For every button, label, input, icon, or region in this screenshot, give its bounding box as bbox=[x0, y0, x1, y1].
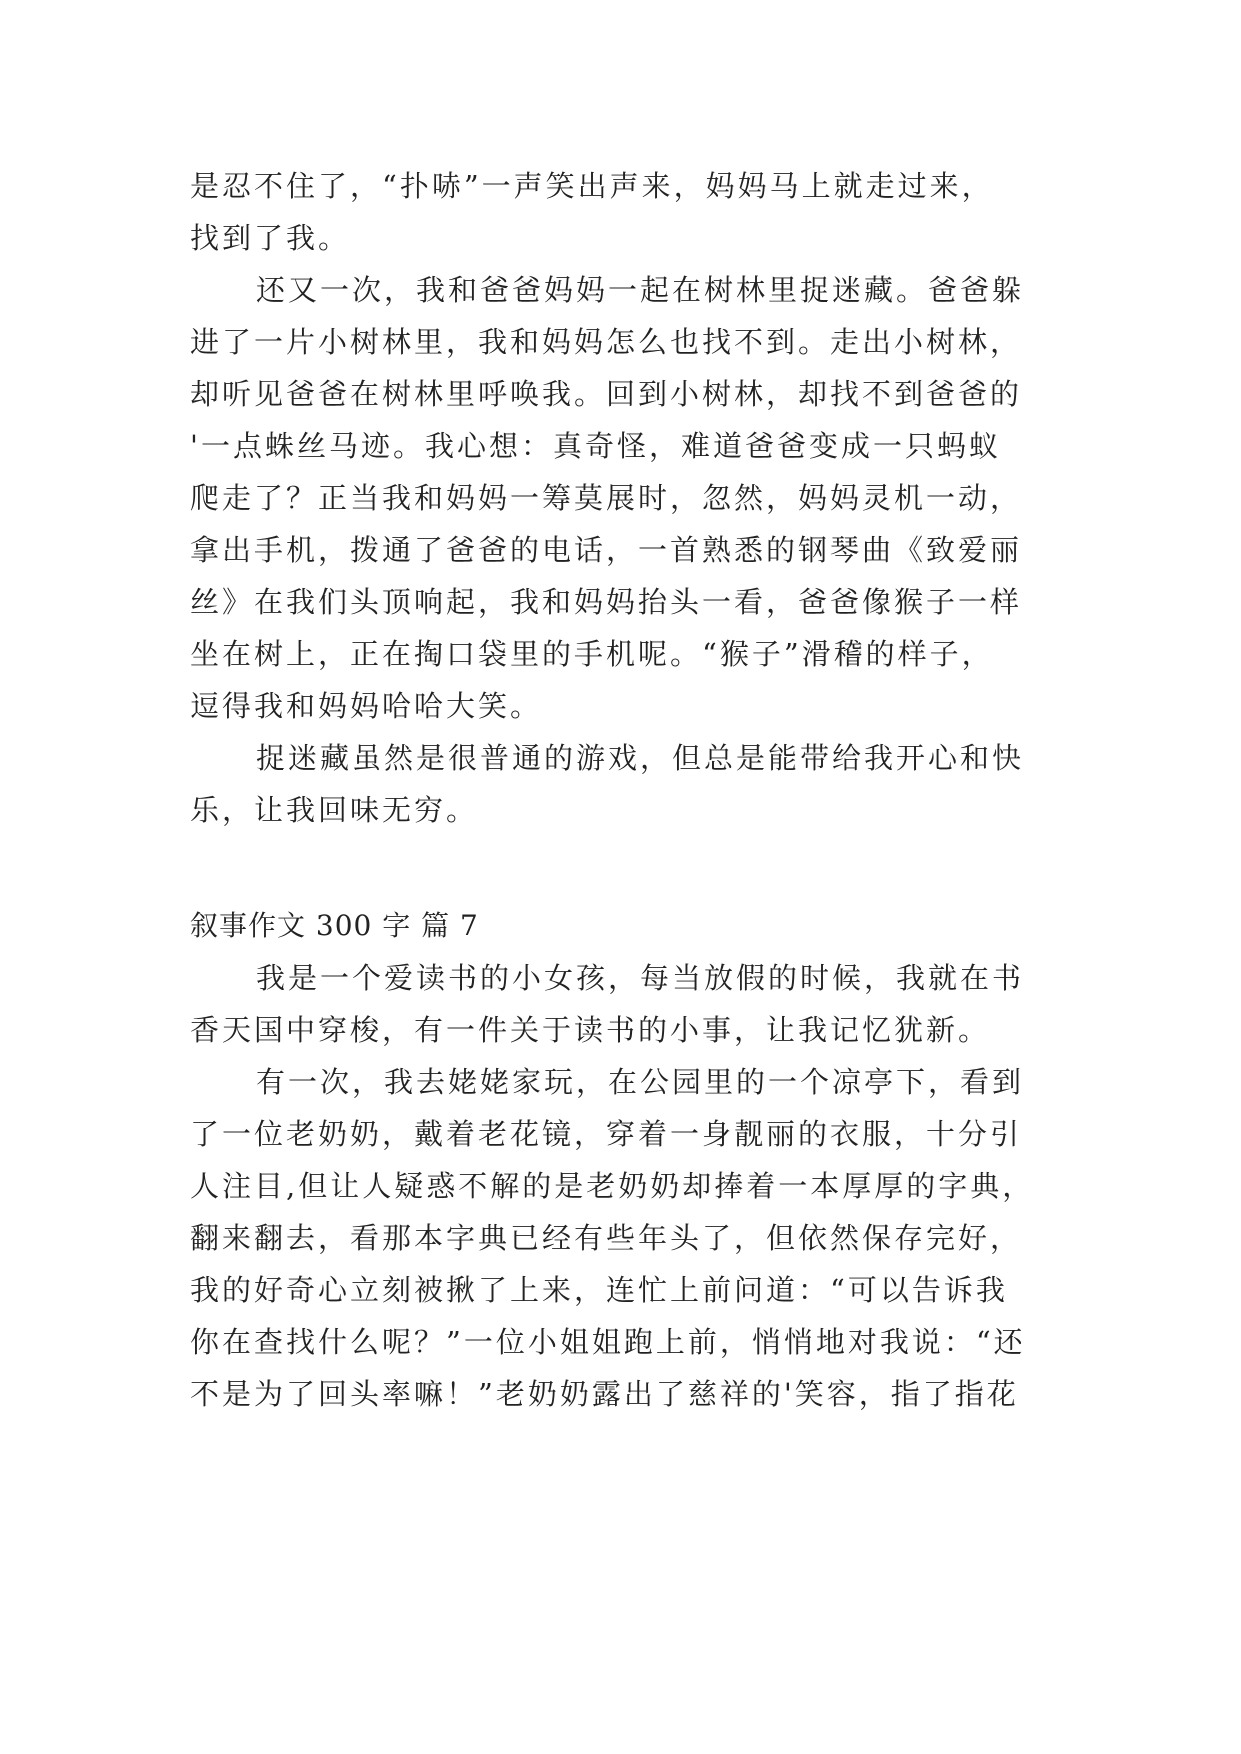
text-line: 捉迷藏虽然是很普通的游戏，但总是能带给我开心和快 bbox=[256, 741, 1025, 775]
text-line: 香天国中穿梭，有一件关于读书的小事，让我记忆犹新。 bbox=[190, 1013, 991, 1047]
text-line: 是忍不住了，“扑哧”一声笑出声来，妈妈马上就走过来， bbox=[190, 169, 994, 203]
paragraph bbox=[190, 160, 1060, 264]
text-line: 却听见爸爸在树林里呼唤我。回到小树林，却找不到爸爸的 bbox=[190, 377, 1023, 411]
text-line: 丝》在我们头顶响起，我和妈妈抬头一看，爸爸像猴子一样 bbox=[190, 585, 1023, 619]
text-line: 不是为了回头率嘛！”老奶奶露出了慈祥的'笑容，指了指花 bbox=[190, 1377, 1019, 1411]
section-heading: 叙事作文 300 字 篇 7 bbox=[190, 909, 479, 942]
document-body bbox=[190, 160, 1060, 1420]
text-line: 进了一片小树林里，我和妈妈怎么也找不到。走出小树林， bbox=[190, 325, 1023, 359]
text-line: 我的好奇心立刻被揪了上来，连忙上前问道：“可以告诉我 bbox=[190, 1273, 1008, 1307]
text-line: 乐，让我回味无穷。 bbox=[190, 793, 479, 827]
text-line: 人注目,但让人疑惑不解的是老奶奶却捧着一本厚厚的字典， bbox=[190, 1169, 1035, 1203]
text-line: 坐在树上，正在掏口袋里的手机呢。“猴子”滑稽的样子， bbox=[190, 637, 994, 671]
text-line: 拿出手机，拨通了爸爸的电话，一首熟悉的钢琴曲《致爱丽 bbox=[190, 533, 1023, 567]
paragraph bbox=[190, 732, 1060, 836]
text-line: '一点蛛丝马迹。我心想：真奇怪，难道爸爸变成一只蚂蚁 bbox=[190, 429, 1001, 463]
text-line: 爬走了？正当我和妈妈一筹莫展时，忽然，妈妈灵机一动， bbox=[190, 481, 1023, 515]
text-line: 了一位老奶奶，戴着老花镜，穿着一身靓丽的衣服，十分引 bbox=[190, 1117, 1023, 1151]
text-line: 找到了我。 bbox=[190, 221, 351, 255]
paragraph bbox=[190, 264, 1060, 732]
text-line: 翻来翻去，看那本字典已经有些年头了，但依然保存完好， bbox=[190, 1221, 1023, 1255]
text-line: 有一次，我去姥姥家玩，在公园里的一个凉亭下，看到 bbox=[256, 1065, 1025, 1099]
text-line: 我是一个爱读书的小女孩，每当放假的时候，我就在书 bbox=[256, 961, 1025, 995]
paragraph bbox=[190, 952, 1060, 1056]
paragraph bbox=[190, 1056, 1060, 1420]
section-spacer bbox=[190, 836, 1060, 900]
text-line: 还又一次，我和爸爸妈妈一起在树林里捉迷藏。爸爸躲 bbox=[256, 273, 1025, 307]
text-line: 你在查找什么呢？”一位小姐姐跑上前，悄悄地对我说：“还 bbox=[190, 1325, 1026, 1359]
text-line: 逗得我和妈妈哈哈大笑。 bbox=[190, 689, 543, 723]
